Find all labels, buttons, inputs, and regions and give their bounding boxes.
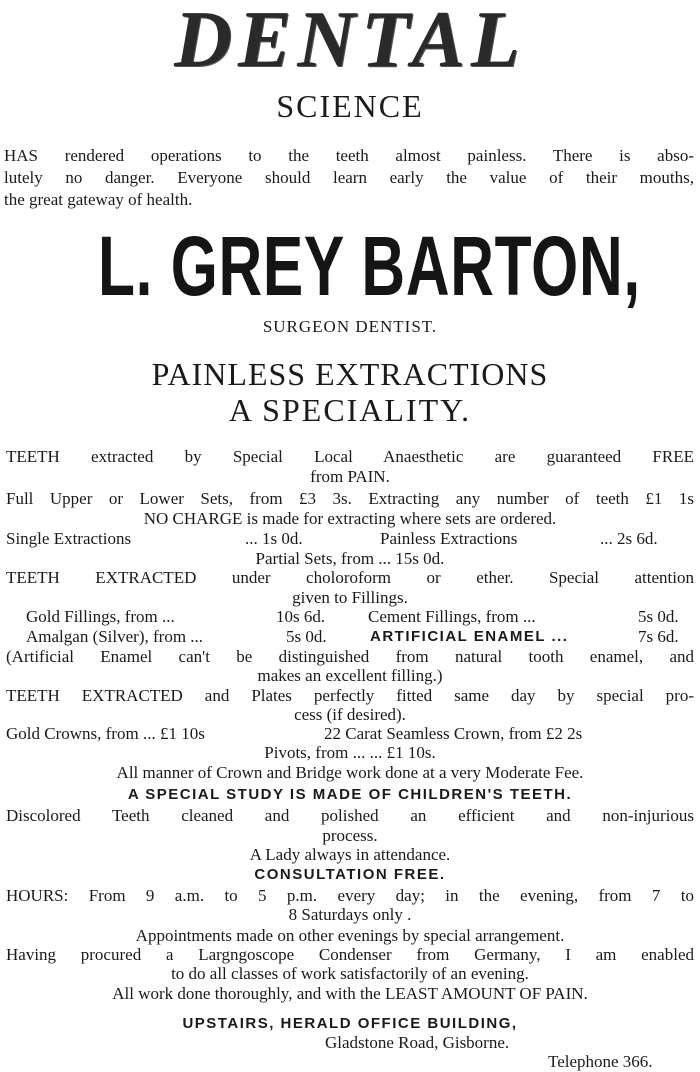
- cement-fillings-price: 5s 0d.: [638, 607, 679, 626]
- enamel-note-line-2: makes an excellent filling.): [257, 666, 443, 685]
- headline-science: SCIENCE: [276, 88, 424, 124]
- amalgan-price: 5s 0d.: [286, 627, 327, 646]
- thorough-work-line: All work done thoroughly, and with the LEAST AMOUNT OF PAIN.: [112, 984, 588, 1003]
- discolored-line-2: process.: [322, 826, 378, 845]
- appointments-line: Appointments made on other evenings by special arrangement.: [135, 926, 565, 945]
- single-extractions-label: Single Extractions: [6, 529, 132, 548]
- condenser-line-2: to do all classes of work satisfactorily of an evening.: [171, 964, 529, 983]
- dentist-name: L. GREY BARTON,: [97, 219, 641, 313]
- sets-line-1: Full Upper or Lower Sets, from £3 3s. Extracting any number of teeth £1 1s: [6, 489, 694, 508]
- chloroform-line-1: TEETH EXTRACTED under choloroform or ether. Special attention: [6, 568, 694, 587]
- plates-line-1: TEETH EXTRACTED and Plates perfectly fitted same day by special pro-: [6, 686, 694, 705]
- gold-crowns-line: Gold Crowns, from ... £1 10s: [6, 724, 205, 743]
- telephone-line: Telephone 366.: [548, 1052, 653, 1071]
- artificial-enamel-price: 7s 6d.: [638, 627, 679, 646]
- chloroform-line-2: given to Fillings.: [292, 588, 408, 607]
- discolored-line-1: Discolored Teeth cleaned and polished an efficient and non-injurious: [6, 806, 694, 825]
- painless-extractions-price: ... 2s 6d.: [600, 529, 658, 548]
- condenser-line-1: Having procured a Largngoscope Condenser from Germany, I am enabled: [6, 945, 694, 964]
- address-line-2: Gladstone Road, Gisborne.: [325, 1033, 510, 1052]
- dentist-title: SURGEON DENTIST.: [262, 317, 438, 336]
- speciality-heading: A SPECIALITY.: [228, 392, 472, 428]
- address-line-1: UPSTAIRS, HERALD OFFICE BUILDING,: [182, 1015, 518, 1032]
- gold-fillings-price: 10s 6d.: [276, 607, 326, 626]
- single-extractions-price: ... 1s 0d.: [245, 529, 303, 548]
- artificial-enamel-label: ARTIFICIAL ENAMEL ...: [370, 628, 569, 645]
- headline-dental: DENTAL: [174, 0, 526, 84]
- intro-line-3: the great gateway of health.: [4, 190, 193, 209]
- plates-line-2: cess (if desired).: [294, 705, 406, 724]
- pivots-line: Pivots, from ... ... £1 10s.: [264, 743, 436, 762]
- intro-line-2: lutely no danger. Everyone should learn early the value of their mouths,: [4, 168, 694, 187]
- intro-line-1: HAS rendered operations to the teeth almost painless. There is abso-: [4, 146, 694, 165]
- gold-fillings-label: Gold Fillings, from ...: [26, 607, 175, 626]
- painless-extractions-label: Painless Extractions: [380, 529, 518, 548]
- enamel-note-line-1: (Artificial Enamel can't be distinguished from natural tooth enamel, and: [6, 647, 694, 666]
- crown-bridge-line: All manner of Crown and Bridge work done at a very Moderate Fee.: [116, 763, 584, 782]
- children-teeth-line: A SPECIAL STUDY IS MADE OF CHILDREN'S TEETH.: [127, 786, 573, 803]
- hours-line-1: HOURS: From 9 a.m. to 5 p.m. every day; in the evening, from 7 to: [6, 886, 694, 905]
- amalgan-label: Amalgan (Silver), from ...: [26, 627, 204, 646]
- anaesthetic-line-1: TEETH extracted by Special Local Anaesthetic are guaranteed FREE: [6, 447, 694, 466]
- carat-crown-line: 22 Carat Seamless Crown, from £2 2s: [324, 724, 583, 743]
- sets-line-2: NO CHARGE is made for extracting where sets are ordered.: [143, 509, 557, 528]
- hours-line-2: 8 Saturdays only .: [288, 905, 412, 924]
- consultation-line: CONSULTATION FREE.: [254, 866, 446, 883]
- painless-extractions-heading: PAINLESS EXTRACTIONS: [151, 356, 549, 392]
- anaesthetic-line-2: from PAIN.: [310, 467, 390, 486]
- lady-line: A Lady always in attendance.: [249, 845, 451, 864]
- cement-fillings-label: Cement Fillings, from ...: [368, 607, 536, 626]
- partial-sets-line: Partial Sets, from ... 15s 0d.: [255, 549, 445, 568]
